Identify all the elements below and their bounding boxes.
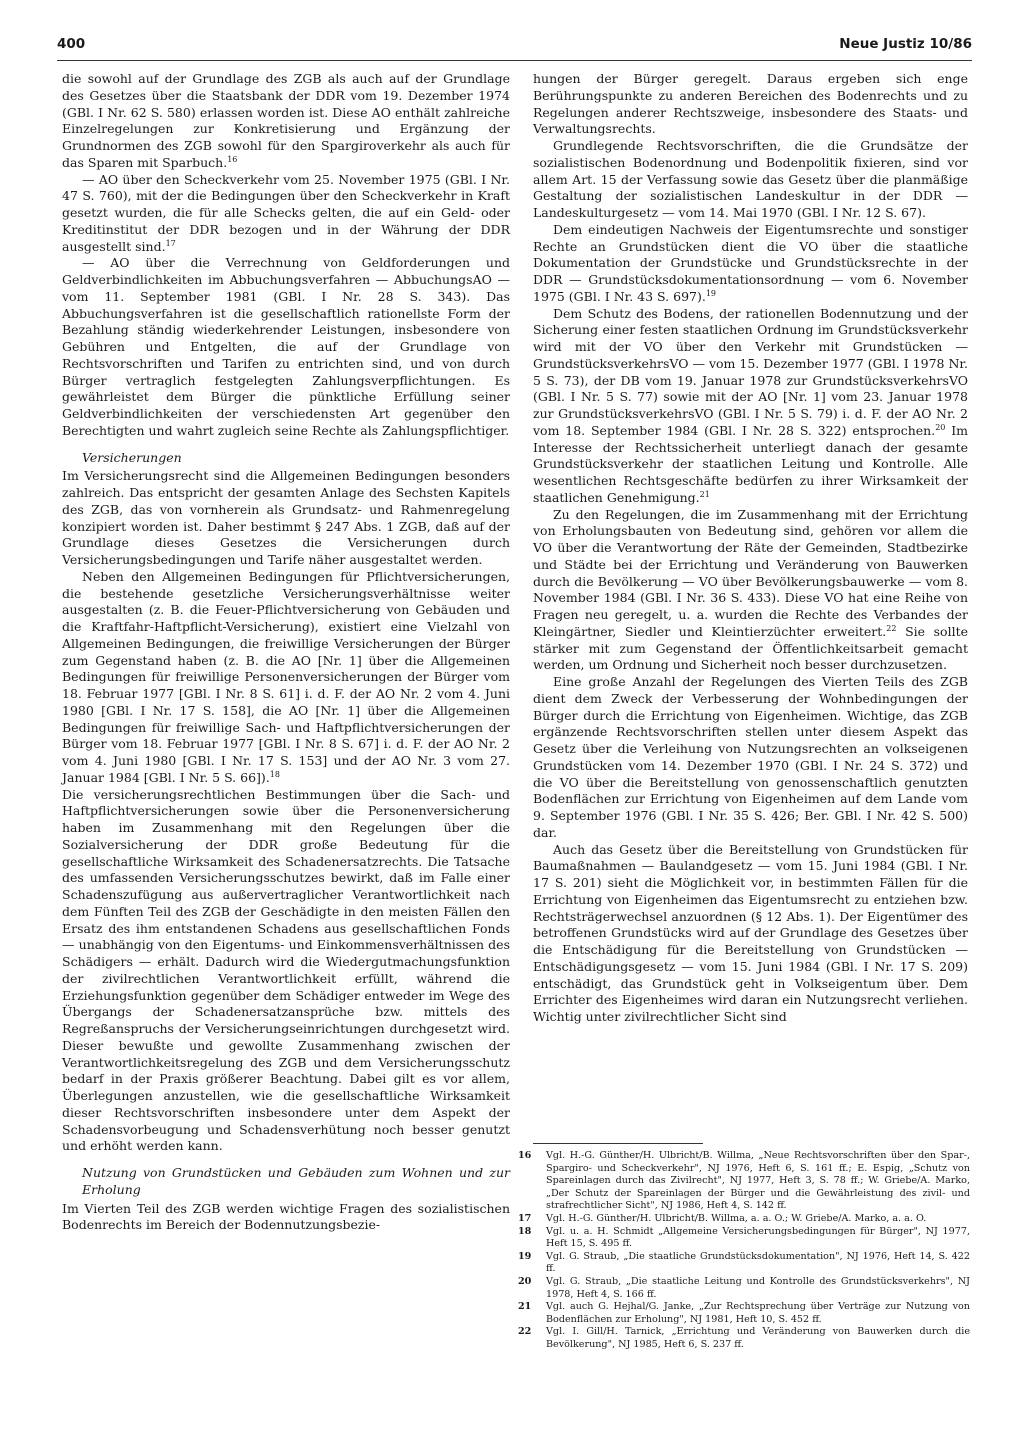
footnote-ref[interactable]: 20 [935, 422, 946, 432]
paragraph: Im Vierten Teil des ZGB werden wichtige Fragen des sozialistischen Bodenrechts im Bereich der Bodennutzungsbezie- [62, 1200, 510, 1233]
footnote-number: 17 [518, 1212, 532, 1224]
footnote-number: 22 [518, 1326, 532, 1338]
page-header [57, 36, 972, 61]
footnote: 19 Vgl. G. Straub, „Die staatliche Grundstücksdokumentation", NJ 1976, Heft 14, S. 422 ff. [518, 1250, 970, 1275]
paragraph: — AO über die Verrechnung von Geldforderungen und Geldverbindlichkeiten im Abbuchungsverfahren — AbbuchungsAO — vom 11. September 1981 (GBl. I Nr. 28 S. 343). Das Abbuchungsverfahren ist die gesellschaftlich rationellste Form der Bezahlung ständig wiederkehrender Leistungen, insbesondere von Gebühren und Entgelten, die auf der Grundlage von Rechtsvorschriften und Tarifen zu entrichten sind, und von durch Bürger vertraglich festgelegten Zahlungsverpflichtungen. Es gewährleistet dem Bürger die pünktliche Erfüllung seiner Geldverbindlichkeiten der verschiedensten Art gegenüber den Berechtigten und wahrt zugleich seine Rechte als Zahlungspflichtiger. [62, 255, 510, 438]
paragraph: Die versicherungsrechtlichen Bestimmungen über die Sach- und Haftpflichtversicherungen sowie über die Personenversicherung haben im Zusammenhang mit den Regelungen über die Sozialversicherung der DDR große Bedeutung für die gesellschaftliche Wirksamkeit des Schadenersatzrechts. Die Tatsache des umfassenden Versicherungsschutzes bewirkt, daß im Falle einer Schadenszufügung aus außervertraglicher Verantwortlichkeit nach dem Fünften Teil des ZGB der Geschädigte in den meisten Fällen den Ersatz des ihm entstandenen Schadens aus gesellschaftlichen Fonds — unabhängig von den Eigentums- und Einkommensverhältnissen des Schädigers — erhält. Dadurch wird die Wiedergutmachungsfunktion der zivilrechtlichen Verantwortlichkeit erfüllt, während die Erziehungsfunktion gegenüber dem Schädiger entweder im Wege des Übergangs der Schadenersatzansprüche bzw. mittels des Regreßanspruchs der Versicherungseinrichtungen durchgesetzt wird. Dieser bewußte und gewollte Zusammenhang zwischen der Verantwortlichkeitsregelung des ZGB und dem Versicherungsschutz bedarf in der Praxis größerer Beachtung. Dabei gilt es vor allem, Überlegungen anzustellen, wie die gesellschaftliche Wirksamkeit dieser Rechtsvorschriften insbesondere unter dem Aspekt der Schadensvorbeugung und Schadensverhütung noch besser genutzt und erhöht werden kann. [62, 786, 510, 1154]
footnote: 21 Vgl. auch G. Hejhal/G. Janke, „Zur Rechtsprechung über Verträge zur Nutzung von Bodenflächen zur Erholung", NJ 1981, Heft 10, S. 452 ff. [518, 1301, 970, 1325]
paragraph: Zu den Regelungen, die im Zusammenhang mit der Errichtung von Erholungsbauten von Bedeutung sind, gehören vor allem die VO über die Verantwortung der Räte der Gemeinden, Stadtbezirke und Städte bei der Errichtung und Veränderung von Bauwerken durch die Bevölkerung — VO über Bevölkerungsbauwerke — vom 8. November 1984 (GBl. I Nr. 36 S. 433). Diese VO hat eine Reihe von Fragen neu geregelt, u. a. wurden die Rechte des Verbandes der Kleingärtner, Siedler und Kleintierzüchter erweitert.$^{22}$ Sie sollte stärker mit zum Gegenstand der Öffentlichkeitsarbeit gemacht werden, um Ordnung und Sicherheit noch besser durchzusetzen. [533, 506, 968, 673]
paragraph: Dem Schutz des Bodens, der rationellen Bodennutzung und der Sicherung einer festen staatlichen Ordnung im Grundstücksverkehr wird mit der VO über den Verkehr mit Grundstücken — GrundstücksverkehrsVO — vom 15. Dezember 1977 (GBl. I 1978 Nr. 5 S. 73), der DB vom 19. Januar 1978 zur GrundstücksverkehrsVO (GBl. I Nr. 5 S. 77) sowie mit der AO [Nr. 1] vom 23. Januar 1978 zur GrundstücksverkehrsVO (GBl. I Nr. 5 S. 79) i. d. F. der AO Nr. 2 vom 18. September 1984 (GBl. I Nr. 28 S. 322) entsprochen.$^{20}$ Im Interesse der Rechtssicherheit unterliegt danach der gesamte Grundstücksverkehr der staatlichen Leitung und Kontrolle. Alle wesentlichen Rechtsgeschäfte bedürfen zu ihrer Wirksamkeit der staatlichen Genehmigung.$^{21}$ [533, 305, 969, 505]
paragraph: die sowohl auf der Grundlage des ZGB als auch auf der Grundlage des Gesetzes über die Staatsbank der DDR vom 19. Dezember 1974 (GBl. I Nr. 62 S. 580) erlassen worden ist. Diese AO enthält zahlreiche Einzelregelungen zur Konkretisierung und Ergänzung der Grundnormen des ZGB sowohl für den Spargiroverkehr als auch für das Sparen mit Sparbuch.$^{16}$ [62, 71, 510, 170]
footnote-ref[interactable]: 19 [705, 288, 717, 298]
footnote-ref[interactable]: 22 [886, 623, 897, 633]
footnote-number: 16 [518, 1150, 532, 1161]
paragraph: Auch das Gesetz über die Bereitstellung von Grundstücken für Baumaßnahmen — Baulandgesetz — vom 15. Juni 1984 (GBl. I Nr. 17 S. 201) sieht die Möglichkeit vor, in bestimmten Fällen für die Errichtung von Eigenheimen das Eigentumsrecht zu entziehen bzw. Rechtsträgerwechsel anzuordnen (§ 12 Abs. 1). Der Eigentümer des betroffenen Grundstücks wird auf der Grundlage des Gesetzes über die Entschädigung für die Bereitstellung von Grundstücken — Entschädigungsgesetz — vom 15. Juni 1984 (GBl. I Nr. 17 S. 209) entschädigt, das Grundstück geht in Volkseigentum über. Dem Errichter des Eigenheimes wird daran ein Nutzungsrecht verliehen. Wichtig unter zivilrechtlicher Sicht sind [533, 841, 968, 1024]
paragraph: Eine große Anzahl der Regelungen des Vierten Teils des ZGB dient dem Zweck der Verbesserung der Wohnbedingungen der Bürger durch die Errichtung von Eigenheimen. Wichtige, das ZGB ergänzende Rechtsvorschriften stellen unter diesem Aspekt das Gesetz über die Verleihung von Nutzungsrechten an volkseigenen Grundstücken vom 14. Dezember 1970 (GBl. I Nr. 24 S. 372) und die VO über die Bereitstellung von genossenschaftlich genutzten Bodenflächen zur Errichtung von Eigenheimen auf dem Lande vom 9. September 1976 (GBl. I Nr. 35 S. 426; Ber. GBl. I Nr. 42 S. 500) dar. [533, 674, 968, 840]
journal-issue: Neue Justiz 10/86 [839, 36, 972, 52]
paragraph: hungen der Bürger geregelt. Daraus ergeben sich enge Berührungspunkte zu anderen Bereichen des Bodenrechts und zu Regelungen anderer Rechtszweige, insbesondere des Staats- und Verwaltungsrechts. [533, 71, 968, 137]
section-heading-nutzung: Nutzung von Grundstücken und Gebäuden zum Wohnen und zur Erholung [82, 1165, 510, 1197]
right-column [533, 71, 968, 1026]
footnote-ref[interactable]: 17 [165, 238, 176, 248]
footnote-ref[interactable]: 18 [269, 769, 280, 779]
footnote-ref[interactable]: 16 [227, 154, 238, 164]
footnote: 17 Vgl. H.-G. Günther/H. Ulbricht/B. Willma, a. a. O.; W. Griebe/A. Marko, a. a. O. [518, 1212, 927, 1224]
paragraph: Grundlegende Rechtsvorschriften, die die Grundsätze der sozialistischen Bodenordnung und Bodenpolitik fixieren, sind vor allem Art. 15 der Verfassung sowie das Gesetz über die planmäßige Gestaltung der sozialistischen Landeskultur in der DDR — Landeskulturgesetz — vom 14. Mai 1970 (GBl. I Nr. 12 S. 67). [533, 138, 968, 220]
left-column [62, 71, 510, 1234]
footnotes [518, 1150, 970, 1352]
footnote: 22 Vgl. I. Gill/H. Tarnick, „Errichtung und Veränderung von Bauwerken durch die Bevölkerung", NJ 1985, Heft 6, S. 237 ff. [518, 1326, 970, 1350]
footnote-divider [533, 1143, 703, 1144]
footnote-number: 18 [518, 1225, 532, 1237]
page-number: 400 [57, 36, 86, 52]
footnote: 18 Vgl. u. a. H. Schmidt „Allgemeine Versicherungsbedingungen für Bürger", NJ 1977, Heft 15, S. 495 ff. [518, 1225, 970, 1250]
footnote-ref[interactable]: 21 [699, 489, 710, 499]
footnote-number: 21 [518, 1301, 532, 1313]
footnote: 16 Vgl. H.-G. Günther/H. Ulbricht/B. Willma, „Neue Rechtsvorschriften über den Spar-, Spargiro- und Scheckverkehr", NJ 1976, Heft 6, S. 161 ff.; E. Espig, „Schutz von Spareinlagen durch das Zivilrecht", NJ 1977, Heft 3, S. 78 ff.; W. Griebe/A. Marko, „Der Schutz der Spareinlagen der Bürger und die Gewährleistung des zivil- und strafrechtlicher Sicht", NJ 1986, Heft 4, S. 142 ff. [518, 1150, 970, 1212]
paragraph: Dem eindeutigen Nachweis der Eigentumsrechte und sonstiger Rechte an Grundstücken dient die VO über die staatliche Dokumentation der Grundstücke und Grundstücksrechte in der DDR — Grundstücksdokumentationsordnung — vom 6. November 1975 (GBl. I Nr. 43 S. 697).$^{19}$ [533, 221, 968, 304]
section-heading-versicherungen: Versicherungen [82, 449, 182, 465]
footnote-number: 20 [518, 1275, 532, 1287]
footnote-number: 19 [518, 1250, 532, 1262]
paragraph: Im Versicherungsrecht sind die Allgemeinen Bedingungen besonders zahlreich. Das entspricht der gesamten Anlage des Sechsten Kapitels des ZGB, das von vornherein als Grundsatz- und Rahmenregelung konzipiert worden ist. Daher bestimmt § 247 Abs. 1 ZGB, daß auf der Grundlage dieses Gesetzes die Versicherungen durch Versicherungsbedingungen und Tarife näher ausgestaltet werden. [62, 468, 510, 567]
paragraph: — AO über den Scheckverkehr vom 25. November 1975 (GBl. I Nr. 47 S. 760), mit der die Bedingungen über den Scheckverkehr in Kraft gesetzt wurden, die für alle Schecks gelten, die auf ein Geld- oder Kreditinstitut der DDR bezogen und in der Währung der DDR ausgestellt sind.$^{17}$ [62, 171, 510, 254]
footnote: 20 Vgl. G. Straub, „Die staatliche Leitung und Kontrolle des Grundstücksverkehrs", NJ 1978, Heft 4, S. 166 ff. [518, 1275, 970, 1300]
paragraph: Neben den Allgemeinen Bedingungen für Pflichtversicherungen, die bestehende gesetzliche Versicherungsverhältnisse weiter ausgestalten (z. B. die Feuer-Pflichtversicherung von Gebäuden und die Kraftfahr-Haftpflicht-Versicherung), existiert eine Vielzahl von Allgemeinen Bedingungen, die freiwillige Versicherungen der Bürger zum Gegenstand haben (z. B. die AO [Nr. 1] über die Allgemeinen Bedingungen für freiwillige Personenversicherungen der Bürger vom 18. Februar 1977 [GBl. I Nr. 8 S. 61] i. d. F. der AO Nr. 2 vom 4. Juni 1980 [GBl. I Nr. 17 S. 158], die AO [Nr. 1] über die Allgemeinen Bedingungen für freiwillige Sach- und Haftpflichtversicherungen der Bürger vom 18. Februar 1977 [GBl. I Nr. 8 S. 67] i. d. F. der AO Nr. 2 vom 4. Juni 1980 [GBl. I Nr. 17 S. 153] und der AO Nr. 3 vom 27. Januar 1984 [GBl. I Nr. 5 S. 66]).$^{18}$ [62, 568, 510, 785]
